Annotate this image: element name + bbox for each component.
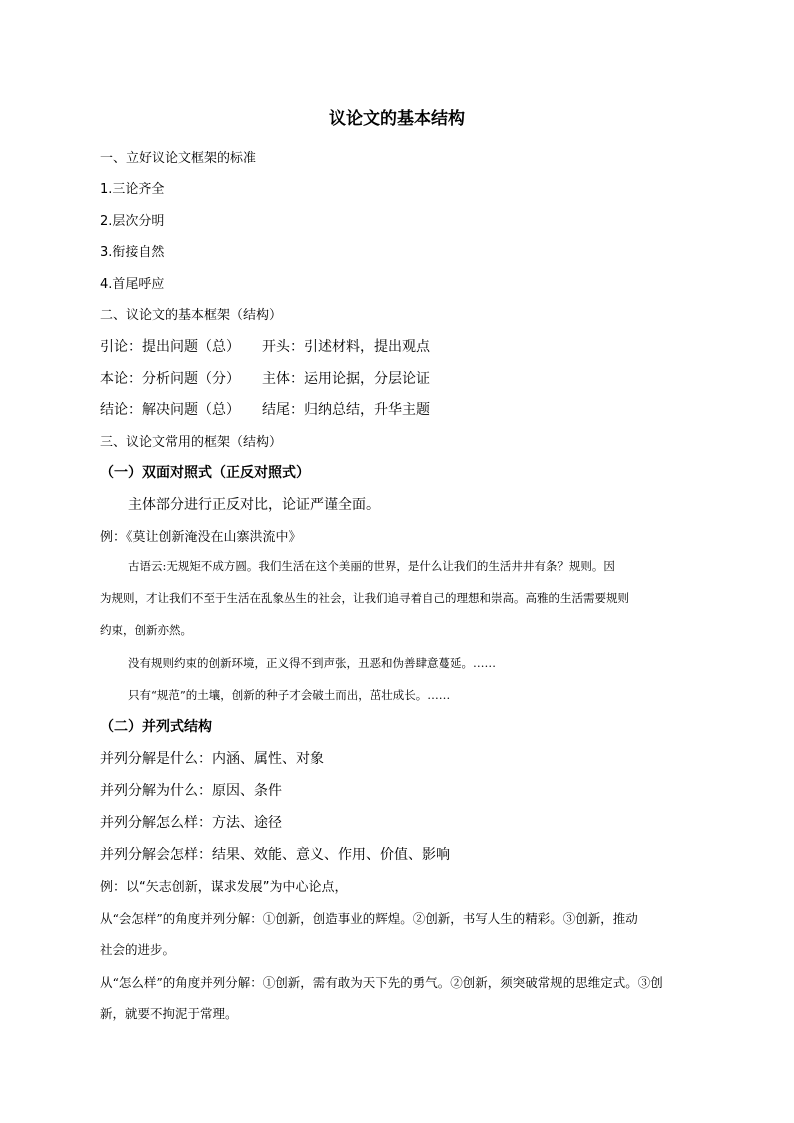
framework-row-body-part: 本论：分析问题（分） bbox=[100, 371, 240, 387]
framework-row-conclusion-desc: 结尾：归纳总结，升华主题 bbox=[262, 402, 430, 418]
page-title: 议论文的基本结构 bbox=[329, 109, 465, 129]
example-paragraph-3: 只有“规范”的土壤，创新的种子才会破土而出，茁壮成长。…… bbox=[128, 688, 451, 702]
example-paragraph-2: 没有规则约束的创新环境，正义得不到声张，丑恶和伪善肆意蔓延。…… bbox=[128, 656, 496, 670]
subsection-1-description: 主体部分进行正反对比，论证严谨全面。 bbox=[128, 497, 380, 513]
framework-row-conclusion-part: 结论：解决问题（总） bbox=[100, 402, 240, 418]
framework-row-conclusion bbox=[100, 399, 430, 419]
parallel-example-1-line-2: 社会的进步。 bbox=[100, 942, 176, 957]
parallel-item-what: 并列分解是什么：内涵、属性、对象 bbox=[100, 751, 324, 767]
example-paragraph-1-line-3: 约束，创新亦然。 bbox=[100, 623, 192, 637]
parallel-example-1-line-1: 从“会怎样”的角度并列分解：①创新，创造事业的辉煌。②创新，书写人生的精彩。③创新，推动 bbox=[100, 911, 638, 926]
framework-row-intro-desc: 开头：引述材料，提出观点 bbox=[262, 339, 430, 355]
criteria-item-1: 1.三论齐全 bbox=[100, 182, 165, 197]
criteria-item-2: 2.层次分明 bbox=[100, 214, 165, 229]
framework-row-body-desc: 主体：运用论据，分层论证 bbox=[262, 371, 430, 387]
parallel-item-why: 并列分解为什么：原因、条件 bbox=[100, 783, 282, 799]
subsection-2-heading: （二）并列式结构 bbox=[100, 719, 212, 735]
example-paragraph-1-line-2: 为规则，才让我们不至于生活在乱象丛生的社会，让我们追寻着自己的理想和崇高。高雅的生活需要规则 bbox=[100, 591, 629, 605]
section-3-heading: 三、议论文常用的框架（结构） bbox=[100, 435, 283, 450]
parallel-example-2-line-1: 从“怎么样”的角度并列分解：①创新，需有敢为天下先的勇气。②创新，须突破常规的思维定式。③创 bbox=[100, 975, 663, 990]
parallel-example-2-line-2: 新，就要不拘泥于常理。 bbox=[100, 1006, 238, 1021]
parallel-item-effect: 并列分解会怎样：结果、效能、意义、作用、价值、影响 bbox=[100, 847, 450, 863]
criteria-item-3: 3.衔接自然 bbox=[100, 245, 165, 260]
section-2-heading: 二、议论文的基本框架（结构） bbox=[100, 308, 283, 323]
subsection-2-example: 例：以“矢志创新，谋求发展”为中心论点， bbox=[100, 880, 348, 895]
example-paragraph-1-line-1: 古语云:无规矩不成方圆。我们生活在这个美丽的世界，是什么让我们的生活井井有条？规则。因 bbox=[128, 559, 615, 573]
subsection-1-example-title: 例：《莫让创新淹没在山寨洪流中》 bbox=[100, 530, 302, 545]
framework-row-intro-part: 引论：提出问题（总） bbox=[100, 339, 240, 355]
section-1-heading: 一、立好议论文框架的标准 bbox=[100, 151, 257, 166]
framework-row-body bbox=[100, 368, 430, 388]
criteria-item-4: 4.首尾呼应 bbox=[100, 277, 165, 292]
parallel-item-how: 并列分解怎么样：方法、途径 bbox=[100, 815, 282, 831]
framework-row-intro bbox=[100, 336, 430, 356]
subsection-1-heading: （一）双面对照式（正反对照式） bbox=[100, 465, 310, 481]
